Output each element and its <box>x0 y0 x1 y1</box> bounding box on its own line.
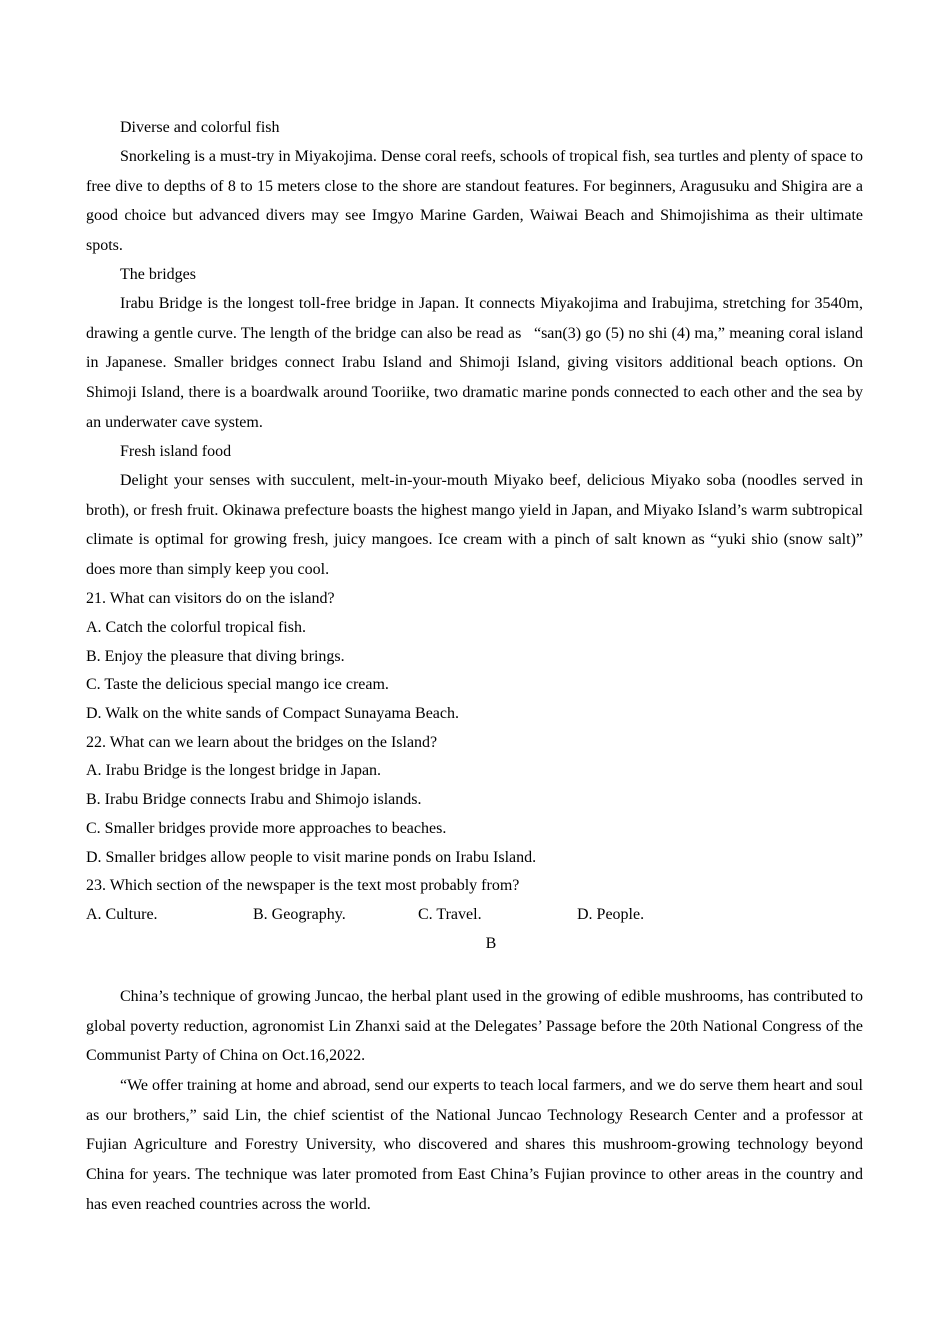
paragraph-b-2: “We offer training at home and abroad, send our experts to teach local farmers, and we do serve them heart and soul as our brothers,” said Lin, the chief scientist of the National Juncao Technology Research Center and a professor at Fujian Agriculture and Forestry University, who discovered and shares this mushroom-growing technology beyond China for years. The technique was later promoted from East China’s Fujian province to other areas in the country and has even reached countries across the world. <box>86 1077 863 1213</box>
question-23-option-d: D. People. <box>577 906 645 923</box>
question-22-stem: 22. What can we learn about the bridges on the Island? <box>86 734 438 751</box>
question-23-option-a: A. Culture. <box>86 906 158 923</box>
question-22-option-b: B. Irabu Bridge connects Irabu and Shimojo islands. <box>86 791 422 808</box>
paragraph-bridges: Irabu Bridge is the longest toll-free bridge in Japan. It connects Miyakojima and Irabujima, stretching for 3540m, drawing a gentle curve. The length of the bridge can also be read as “san(3) go (5) no shi (4) ma,” meaning coral island in Japanese. Smaller bridges connect Irabu Island and Shimoji Island, giving visitors additional beach options. On Shimoji Island, there is a boardwalk around Tooriike, two dramatic marine ponds connected to each other and the sea by an underwater cave system. <box>86 295 863 431</box>
question-21-option-a: A. Catch the colorful tropical fish. <box>86 619 306 636</box>
paragraph-fish: Snorkeling is a must-try in Miyakojima. Dense coral reefs, schools of tropical fish, sea turtles and plenty of space to free dive to depths of 8 to 15 meters close to the shore are standout features. For beginners, Aragusuku and Shigira are a good choice but advanced divers may see Imgyo Marine Garden, Waiwai Beach and Shimojishima as their ultimate spots. <box>86 148 863 255</box>
heading-fish: Diverse and colorful fish <box>120 119 280 136</box>
section-label-b: B <box>485 935 497 952</box>
question-21-stem: 21. What can visitors do on the island? <box>86 590 335 607</box>
question-22-option-c: C. Smaller bridges provide more approaches to beaches. <box>86 820 447 837</box>
question-22-option-a: A. Irabu Bridge is the longest bridge in Japan. <box>86 762 382 779</box>
heading-bridges: The bridges <box>120 266 196 283</box>
question-22-option-d: D. Smaller bridges allow people to visit marine ponds on Irabu Island. <box>86 849 537 866</box>
heading-food: Fresh island food <box>120 443 232 460</box>
paragraph-b-1: China’s technique of growing Juncao, the herbal plant used in the growing of edible mushrooms, has contributed to global poverty reduction, agronomist Lin Zhanxi said at the Delegates’ Passage before the 20th National Congress of the Communist Party of China on Oct.16,2022. <box>86 988 863 1065</box>
question-23-stem: 23. Which section of the newspaper is the text most probably from? <box>86 877 520 894</box>
paragraph-food: Delight your senses with succulent, melt-in-your-mouth Miyako beef, delicious Miyako soba (noodles served in broth), or fresh fruit. Okinawa prefecture boasts the highest mango yield in Japan, and Miyako Island’s warm subtropical climate is optimal for growing fresh, juicy mangoes. Ice cream with a pinch of salt known as “yuki shio (snow salt)” does more than simply keep you cool. <box>86 472 863 579</box>
question-21-option-b: B. Enjoy the pleasure that diving brings. <box>86 648 345 665</box>
question-21-option-d: D. Walk on the white sands of Compact Sunayama Beach. <box>86 705 459 722</box>
question-21-option-c: C. Taste the delicious special mango ice cream. <box>86 676 389 693</box>
question-23-options <box>86 905 863 925</box>
question-23-option-b: B. Geography. <box>253 906 346 923</box>
question-23-option-c: C. Travel. <box>418 906 482 923</box>
